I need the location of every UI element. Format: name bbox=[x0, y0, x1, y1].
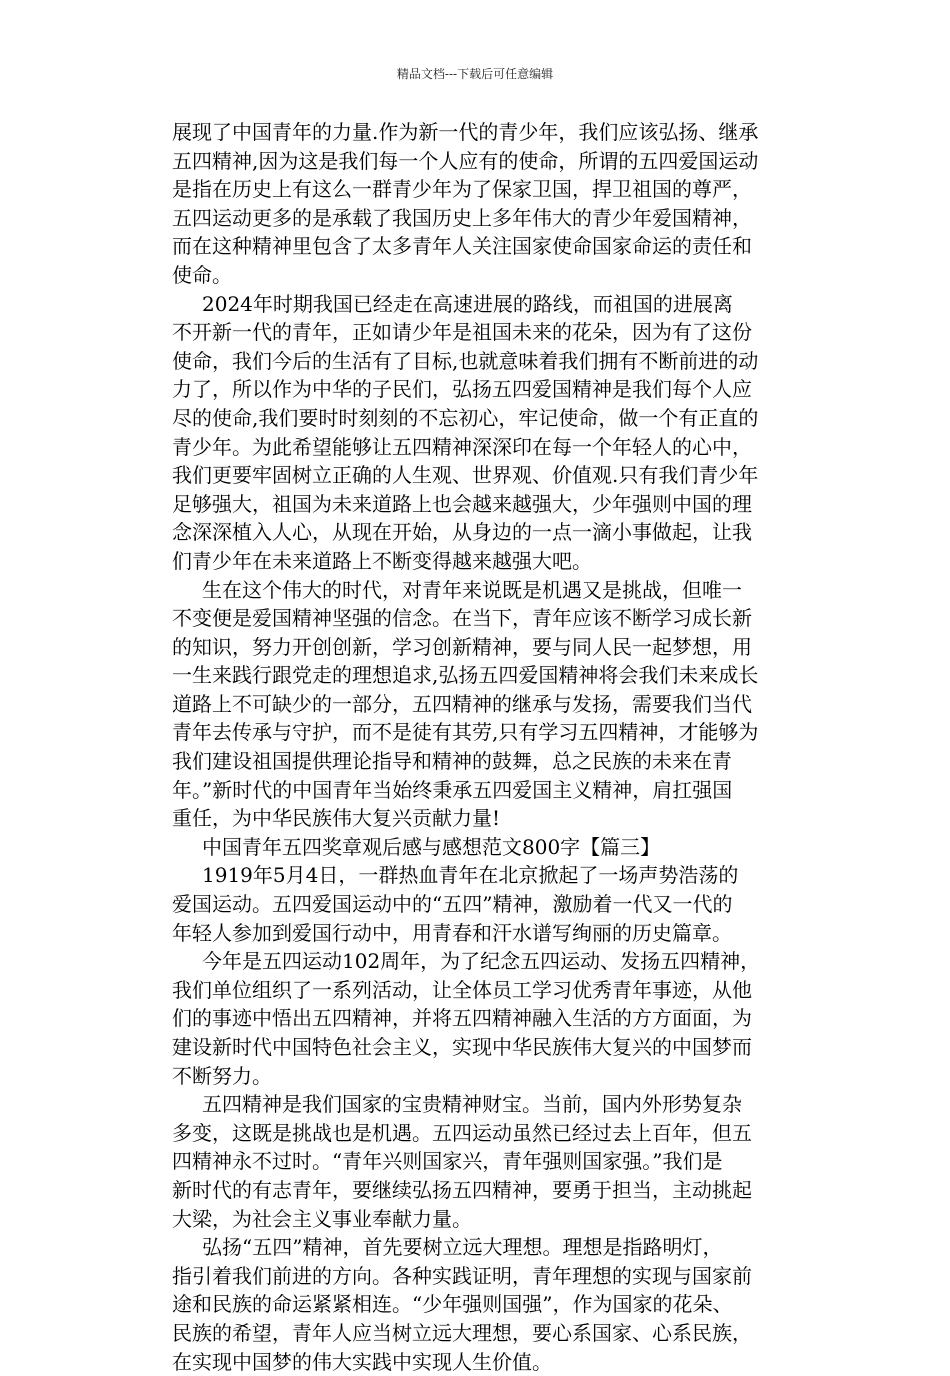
text-line: 中国青年五四奖章观后感与感想范文800字【篇三】 bbox=[202, 834, 661, 859]
text-line: 不断努力。 bbox=[172, 1063, 272, 1088]
text-line: 大梁，为社会主义事业奉献力量。 bbox=[172, 1206, 472, 1231]
text-line: 不变便是爱国精神坚强的信念。在当下，青年应该不断学习成长新 bbox=[172, 606, 752, 631]
text-line: 新时代的有志青年，要继续弘扬五四精神，要勇于担当，主动挑起 bbox=[172, 1177, 752, 1202]
text-line: 途和民族的命运紧紧相连。“少年强则国强”，作为国家的花朵、 bbox=[172, 1292, 733, 1317]
text-line: 展现了中国青年的力量.作为新一代的青少年，我们应该弘扬、继承 bbox=[172, 120, 759, 144]
text-line: 多变，这既是挑战也是机遇。五四运动虽然已经过去上百年，但五 bbox=[172, 1120, 752, 1145]
text-line: 生在这个伟大的时代，对青年来说既是机遇又是挑战，但唯一 bbox=[202, 577, 742, 602]
text-line: 念深深植入人心，从现在开始，从身边的一点一滴小事做起，让我 bbox=[172, 520, 752, 545]
text-line: 力了，所以作为中华的子民们，弘扬五四爱国精神是我们每个人应 bbox=[172, 377, 752, 402]
text-line: 指引着我们前进的方向。各种实践证明，青年理想的实现与国家前 bbox=[172, 1263, 752, 1288]
text-line: 足够强大，祖国为未来道路上也会越来越强大，少年强则中国的理 bbox=[172, 491, 752, 516]
text-line: 2024年时期我国已经走在高速进展的路线，而祖国的进展离 bbox=[202, 291, 733, 316]
text-line: 道路上不可缺少的一部分，五四精神的继承与发扬，需要我们当代 bbox=[172, 691, 752, 716]
text-line: 民族的希望，青年人应当树立远大理想，要心系国家、心系民族， bbox=[172, 1320, 752, 1345]
text-line: 我们单位组织了一系列活动，让全体员工学习优秀青年事迹，从他 bbox=[172, 977, 752, 1002]
text-line: 年轻人参加到爱国行动中，用青春和汗水谱写绚丽的历史篇章。 bbox=[172, 920, 732, 945]
page-header: 精品文档---下载后可任意编辑 bbox=[396, 67, 554, 81]
text-line: 建设新时代中国特色社会主义，实现中华民族伟大复兴的中国梦而 bbox=[172, 1035, 752, 1059]
text-line: 尽的使命,我们要时时刻刻的不忘初心，牢记使命，做一个有正直的 bbox=[172, 405, 759, 430]
text-line: 五四运动更多的是承载了我国历史上多年伟大的青少年爱国精神， bbox=[172, 205, 752, 230]
paragraph bbox=[172, 290, 804, 576]
text-line: 一生来践行跟党走的理想追求,弘扬五四爱国精神将会我们未来成长 bbox=[172, 663, 759, 688]
text-line: 我们建设祖国提供理论指导和精神的鼓舞，总之民族的未来在青 bbox=[172, 749, 732, 774]
text-line: 青年去传承与守护，而不是徒有其劳,只有学习五四精神，才能够为 bbox=[172, 720, 759, 745]
text-line: 爱国运动。五四爱国运动中的“五四”精神，激励着一代又一代的 bbox=[172, 892, 733, 917]
text-line: 不开新一代的青年，正如请少年是祖国未来的花朵，因为有了这份 bbox=[172, 320, 752, 345]
text-line: 的知识，努力开创创新，学习创新精神，要与同人民一起梦想，用 bbox=[172, 634, 752, 659]
text-line: 使命。 bbox=[172, 262, 232, 287]
text-line: 而在这种精神里包含了太多青年人关注国家使命国家命运的责任和 bbox=[172, 234, 752, 259]
document-body bbox=[172, 118, 804, 1376]
paragraph bbox=[172, 118, 804, 290]
text-line: 五四精神是我们国家的宝贵精神财宝。当前，国内外形势复杂 bbox=[202, 1092, 742, 1117]
paragraph bbox=[172, 861, 804, 947]
text-line: 弘扬“五四”精神，首先要树立远大理想。理想是指路明灯， bbox=[202, 1235, 723, 1260]
text-line: 四精神永不过时。“青年兴则国家兴，青年强则国家强。”我们是 bbox=[172, 1149, 723, 1174]
text-line: 五四精神,因为这是我们每一个人应有的使命，所谓的五四爱国运动 bbox=[172, 148, 759, 173]
paragraph bbox=[172, 1090, 804, 1233]
text-line: 重任，为中华民族伟大复兴贡献力量! bbox=[172, 806, 501, 831]
paragraph bbox=[172, 576, 804, 833]
text-line: 们青少年在未来道路上不断变得越来越强大吧。 bbox=[172, 548, 592, 573]
text-line: 们的事迹中悟出五四精神，并将五四精神融入生活的方方面面，为 bbox=[172, 1006, 752, 1031]
text-line: 是指在历史上有这么一群青少年为了保家卫国，捍卫祖国的尊严， bbox=[172, 177, 752, 202]
text-line: 青少年。为此希望能够让五四精神深深印在每一个年轻人的心中， bbox=[172, 434, 752, 459]
paragraph bbox=[172, 1233, 804, 1376]
paragraph bbox=[172, 833, 804, 862]
paragraph bbox=[172, 947, 804, 1090]
text-line: 在实现中国梦的伟大实践中实现人生价值。 bbox=[172, 1349, 552, 1374]
text-line: 年。”新时代的中国青年当始终秉承五四爱国主义精神，肩扛强国 bbox=[172, 777, 733, 802]
text-line: 我们更要牢固树立正确的人生观、世界观、价值观.只有我们青少年 bbox=[172, 463, 759, 488]
text-line: 使命，我们今后的生活有了目标,也就意味着我们拥有不断前进的动 bbox=[172, 348, 759, 373]
text-line: 1919年5月4日，一群热血青年在北京掀起了一场声势浩荡的 bbox=[202, 863, 739, 888]
text-line: 今年是五四运动102周年，为了纪念五四运动、发扬五四精神， bbox=[202, 949, 761, 974]
